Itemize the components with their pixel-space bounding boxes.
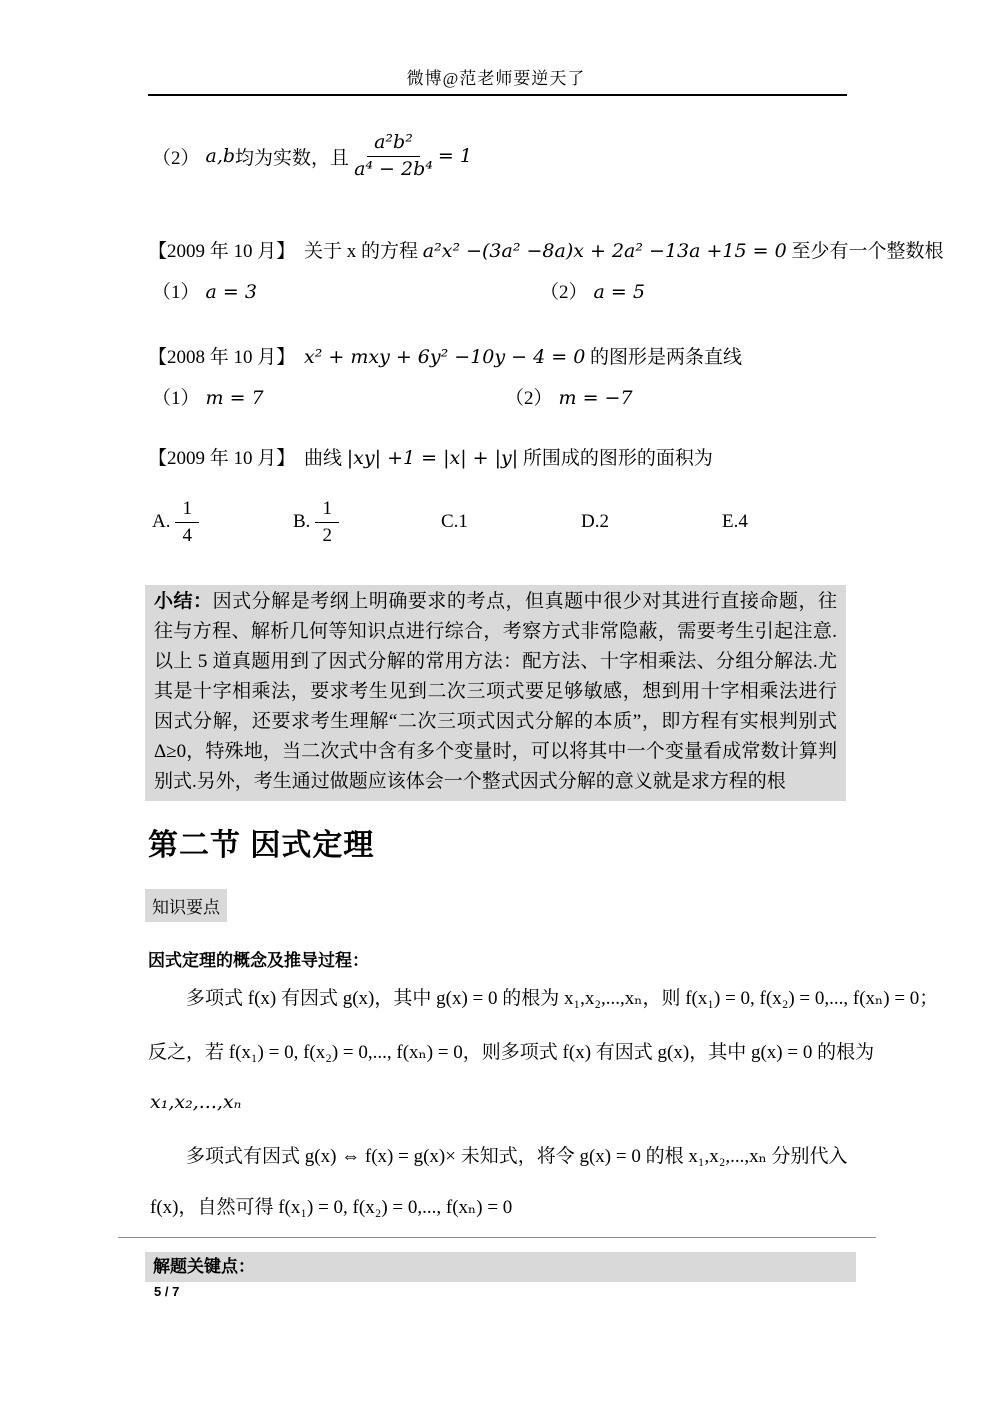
item-tail: = 1 bbox=[437, 145, 472, 167]
question-2-stem bbox=[148, 342, 742, 369]
fraction-denominator: 2 bbox=[322, 524, 332, 546]
theory-paragraph-3: x₁,x₂,...,xₙ bbox=[150, 1091, 242, 1113]
choice-E bbox=[722, 492, 748, 552]
choice-label: C.1 bbox=[441, 511, 468, 532]
question-1-option-1 bbox=[152, 277, 257, 304]
option-value: a = 3 bbox=[205, 281, 257, 303]
fraction-numerator: 1 bbox=[175, 498, 199, 523]
fraction-denominator: 4 bbox=[182, 524, 192, 546]
question-2-math: x² + mxy + 6y² −10y − 4 = 0 bbox=[304, 346, 586, 368]
section-title: 第二节 因式定理 bbox=[148, 829, 375, 862]
option-value: m = 7 bbox=[205, 387, 264, 409]
summary-block bbox=[145, 585, 846, 801]
question-1-tag: 【2009 年 10 月】 bbox=[148, 241, 296, 262]
summary-text: 因式分解是考纲上明确要求的考点，但真题中很少对其进行直接命题，往往与方程、解析几何等知识点进行综合，考察方式非常隐蔽，需要考生引起注意.以上 5 道真题用到了因式分解的常用方法：配方法、十字相乘法、分组分解法.尤其是十字相乘法，要求考生见到二次三项式要足够敏感，想到用十字相乘法进行因式分解，还要求考生理解“二次三项式因式分解的本质”，即方程有实根判别式 Δ≥0，特殊地，当二次式中含有多个变量时，可以将其中一个变量看成常数计算判别式.另外，考生通过做题应该体会一个整式因式分解的意义就是求方程的根 bbox=[154, 591, 837, 792]
page-header-title: 微博@范老师要逆天了 bbox=[406, 69, 586, 88]
fraction bbox=[175, 498, 199, 547]
knowledge-points-badge: 知识要点 bbox=[145, 889, 227, 922]
question-2-option-1 bbox=[152, 383, 264, 410]
question-1-pre: 关于 x 的方程 bbox=[304, 241, 419, 262]
item-math-vars: a,b bbox=[205, 145, 236, 167]
fraction bbox=[315, 498, 339, 547]
choice-D bbox=[581, 492, 609, 552]
question-1-option-2 bbox=[540, 277, 645, 304]
page-number: 5 / 7 bbox=[154, 1284, 180, 1299]
item-text: 均为实数，且 bbox=[235, 147, 350, 169]
question-3-pre: 曲线 bbox=[304, 448, 343, 469]
summary-label: 小结： bbox=[154, 591, 213, 612]
question-3-stem bbox=[148, 443, 713, 470]
question-2-option-2 bbox=[505, 383, 633, 410]
question-2-post: 的图形是两条直线 bbox=[590, 347, 743, 368]
fraction bbox=[354, 132, 433, 181]
header-divider bbox=[148, 94, 847, 96]
question-1-post: 至少有一个整数根 bbox=[791, 241, 944, 262]
theory-paragraph-4: 多项式有因式 g(x) ⇔ f(x) = g(x)× 未知式，将令 g(x) = 0 的根 x₁,x₂,...,xₙ 分别代入 bbox=[186, 1146, 848, 1167]
fraction-numerator: 1 bbox=[315, 498, 339, 523]
choice-A bbox=[152, 492, 204, 552]
choice-C bbox=[441, 492, 468, 552]
question-1-math: a²x² −(3a² −8a)x + 2a² −13a +15 = 0 bbox=[422, 240, 787, 262]
option-value: a = 5 bbox=[593, 281, 645, 303]
item-label: （2） bbox=[152, 147, 200, 169]
theory-paragraph-2: 反之，若 f(x₁) = 0, f(x₂) = 0,..., f(xₙ) = 0，则多项式 f(x) 有因式 g(x)，其中 g(x) = 0 的根为 bbox=[148, 1042, 875, 1063]
question-3-post: 所围成的图形的面积为 bbox=[522, 448, 713, 469]
choice-label: A. bbox=[152, 511, 171, 532]
theory-paragraph-5: f(x)，自然可得 f(x₁) = 0, f(x₂) = 0,..., f(xₙ) = 0 bbox=[150, 1197, 513, 1218]
option-label: （1） bbox=[152, 388, 200, 409]
footer-divider bbox=[118, 1237, 876, 1238]
fraction-numerator: a²b² bbox=[367, 132, 420, 157]
option-label: （1） bbox=[152, 282, 200, 303]
choice-B bbox=[293, 492, 344, 552]
section-subheading: 因式定理的概念及推导过程： bbox=[148, 951, 369, 970]
intro-item bbox=[152, 124, 472, 188]
choice-label: E.4 bbox=[722, 511, 748, 532]
question-1-stem bbox=[148, 236, 943, 263]
fraction-denominator: a⁴ − 2b⁴ bbox=[354, 157, 433, 180]
option-label: （2） bbox=[505, 388, 553, 409]
option-value: m = −7 bbox=[558, 387, 633, 409]
question-3-math: |xy| +1 = |x| + |y| bbox=[346, 447, 519, 469]
key-points-bar: 解题关键点： bbox=[145, 1252, 856, 1282]
choice-label: D.2 bbox=[581, 511, 609, 532]
theory-paragraph-1: 多项式 f(x) 有因式 g(x)，其中 g(x) = 0 的根为 x₁,x₂,...,xₙ，则 f(x₁) = 0, f(x₂) = 0,..., f(xₙ) = 0； bbox=[186, 988, 939, 1009]
question-3-tag: 【2009 年 10 月】 bbox=[148, 448, 296, 469]
choice-label: B. bbox=[293, 511, 311, 532]
question-2-tag: 【2008 年 10 月】 bbox=[148, 347, 296, 368]
option-label: （2） bbox=[540, 282, 588, 303]
